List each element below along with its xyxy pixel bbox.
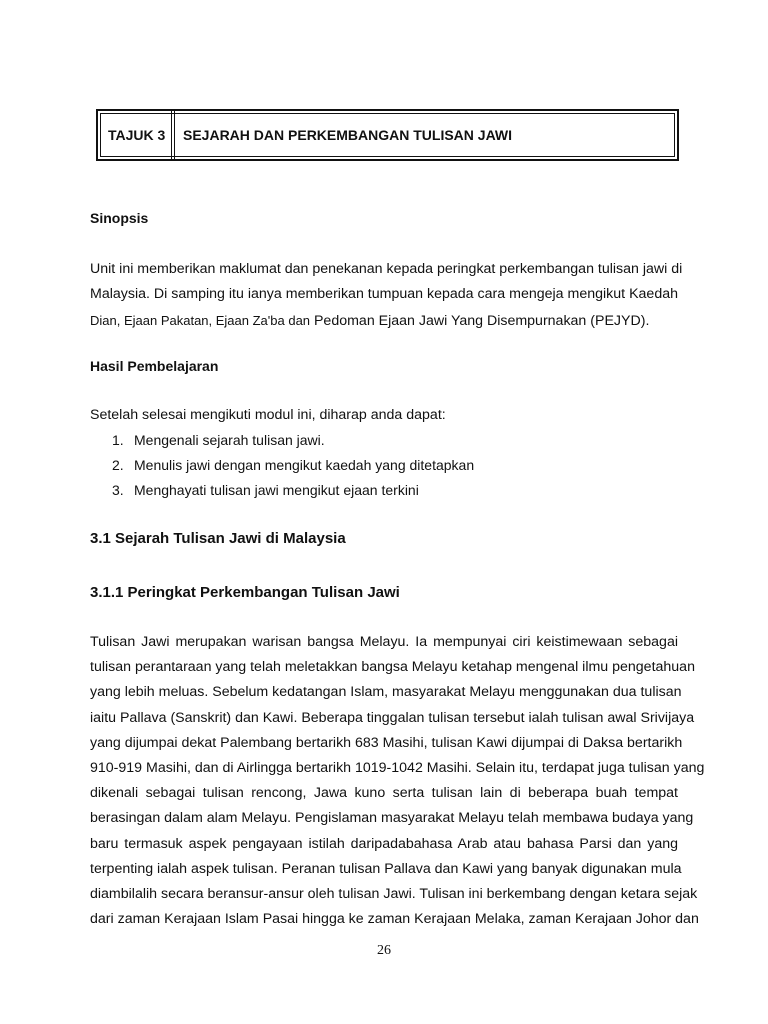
topic-title: SEJARAH DAN PERKEMBANGAN TULISAN JAWI: [183, 127, 513, 143]
body-line: baru termasuk aspek pengayaan istilah daripadabahasa Arab atau bahasa Parsi dan yang: [90, 835, 678, 852]
list-item-text: Mengenali sejarah tulisan jawi.: [134, 432, 325, 448]
header-divider: [171, 111, 175, 159]
body-line: diambilalih secara beransur-ansur oleh tulisan Jawi. Tulisan ini berkembang dengan ketara sejak: [90, 885, 698, 902]
list-item: [112, 453, 474, 478]
topic-header-box: [96, 109, 679, 161]
list-item-text: Menulis jawi dengan mengikut kaedah yang ditetapkan: [134, 457, 475, 473]
synopsis-line: [90, 308, 678, 333]
synopsis-heading: Sinopsis: [90, 210, 149, 226]
synopsis-line: Unit ini memberikan maklumat dan penekanan kepada peringkat perkembangan tulisan jawi di: [90, 261, 683, 277]
synopsis-paragraph: [90, 257, 683, 333]
synopsis-line-part: Pedoman Ejaan Jawi Yang Disempurnakan (PEJYD).: [310, 312, 650, 329]
section-heading-3-1: 3.1 Sejarah Tulisan Jawi di Malaysia: [90, 530, 346, 547]
body-line: iaitu Pallava (Sanskrit) dan Kawi. Beberapa tinggalan tulisan tersebut ialah tulisan awal Srivijaya: [90, 709, 695, 726]
learning-outcomes-list: [112, 428, 474, 503]
list-item-text: Menghayati tulisan jawi mengikut ejaan terkini: [134, 482, 419, 498]
section-heading-3-1-1: 3.1.1 Peringkat Perkembangan Tulisan Jawi: [90, 584, 400, 601]
list-item-number: 3.: [112, 482, 124, 498]
learning-outcomes-intro: [90, 403, 678, 428]
learning-outcomes-intro-text: Setelah selesai mengikuti modul ini, diharap anda dapat:: [90, 407, 446, 423]
learning-outcomes-heading: Hasil Pembelajaran: [90, 358, 219, 374]
body-line: Tulisan Jawi merupakan warisan bangsa Melayu. Ia mempunyai ciri keistimewaan sebagai: [90, 634, 678, 650]
synopsis-line: Malaysia. Di samping itu ianya memberikan tumpuan kepada cara mengeja mengikut Kaedah: [90, 286, 678, 303]
body-line: 910-919 Masihi, dan di Airlingga bertarikh 1019-1042 Masihi. Selain itu, terdapat juga tulisan yang: [90, 759, 705, 776]
body-line: terpenting ialah aspek tulisan. Peranan tulisan Pallava dan Kawi yang banyak digunakan mula: [90, 860, 682, 877]
body-line: berasingan dalam alam Melayu. Pengislaman masyarakat Melayu telah membawa budaya yang: [90, 810, 694, 827]
body-line: yang lebih meluas. Sebelum kedatangan Islam, masyarakat Melayu menggunakan dua tulisan: [90, 684, 682, 701]
list-item: [112, 478, 474, 503]
list-item-number: 2.: [112, 457, 124, 473]
synopsis-line-part: Dian, Ejaan Pakatan, Ejaan Za'ba dan: [90, 312, 311, 328]
list-item-number: 1.: [112, 432, 124, 448]
topic-number: TAJUK 3: [108, 127, 166, 143]
body-line: dikenali sebagai tulisan rencong, Jawa kuno serta tulisan lain di beberapa buah tempat: [90, 785, 678, 802]
body-line: dari zaman Kerajaan Islam Pasai hingga ke zaman Kerajaan Melaka, zaman Kerajaan Johor dan: [90, 911, 699, 928]
body-line: yang dijumpai dekat Palembang bertarikh 683 Masihi, tulisan Kawi dijumpai di Daksa bertarikh: [90, 734, 683, 751]
list-item: [112, 428, 474, 453]
body-paragraph: [90, 630, 705, 932]
page-number: 26: [377, 943, 391, 958]
body-line: tulisan perantaraan yang telah meletakkan bangsa Melayu ketahap mengenal ilmu pengetahuan: [90, 659, 695, 676]
